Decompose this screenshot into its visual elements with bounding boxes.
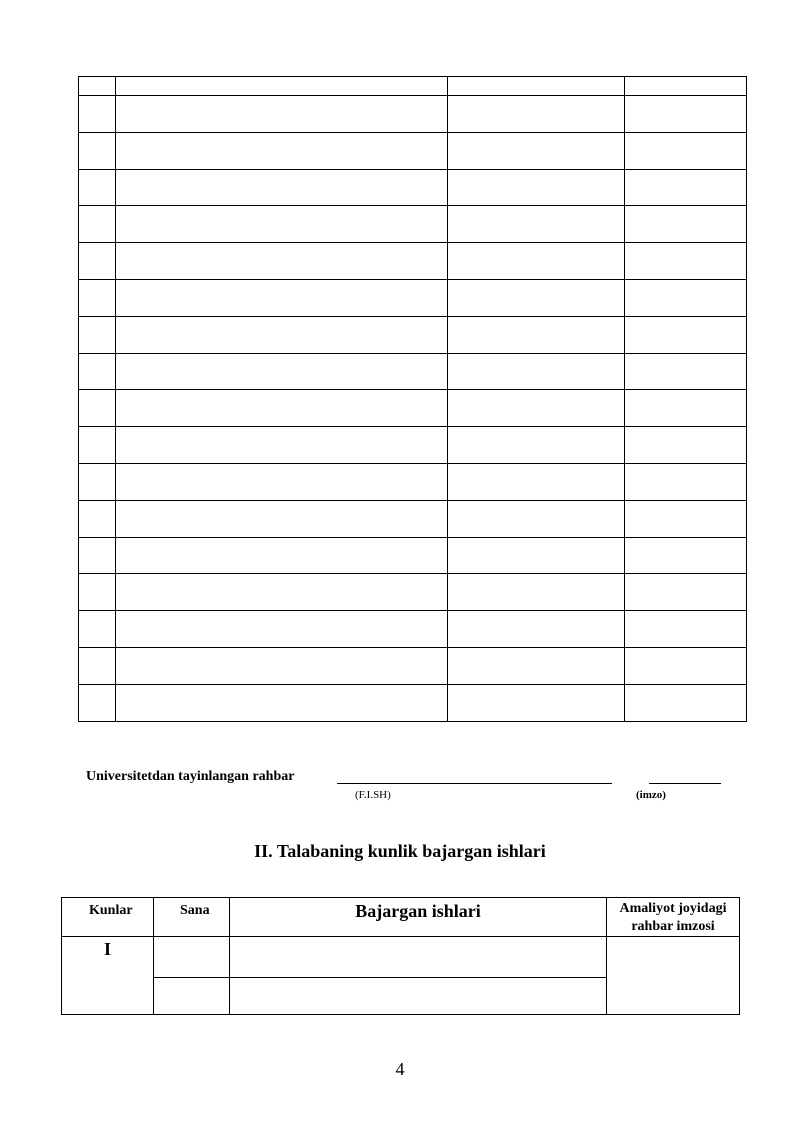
table-cell[interactable] [79,316,116,353]
signature-cell[interactable] [607,937,740,1015]
table-cell[interactable] [625,316,747,353]
table-row [79,537,747,574]
table-cell[interactable] [625,611,747,648]
table-cell[interactable] [116,537,448,574]
table-cell[interactable] [448,647,625,684]
table-cell[interactable] [448,390,625,427]
table-cell[interactable] [116,132,448,169]
table-cell[interactable] [448,537,625,574]
table-row [79,574,747,611]
table-cell[interactable] [448,684,625,721]
table-cell[interactable] [625,390,747,427]
table-cell[interactable] [79,647,116,684]
table-cell[interactable] [625,132,747,169]
table-row [79,353,747,390]
table-cell[interactable] [448,463,625,500]
table-cell[interactable] [116,647,448,684]
table-cell[interactable] [116,427,448,464]
table-cell[interactable] [79,353,116,390]
table-cell[interactable] [625,500,747,537]
table-cell[interactable] [448,169,625,206]
date-cell[interactable] [154,937,230,978]
table-cell[interactable] [116,684,448,721]
table-row [79,279,747,316]
table-row [79,243,747,280]
table-cell[interactable] [116,316,448,353]
table-cell[interactable] [625,684,747,721]
table-row [79,316,747,353]
table-cell[interactable] [79,279,116,316]
table-cell[interactable] [625,574,747,611]
table-cell[interactable] [448,427,625,464]
table-row [79,684,747,721]
daily-work-table [61,897,740,1015]
table-row [79,206,747,243]
table-cell[interactable] [116,574,448,611]
table-header-row [79,77,747,96]
table-cell[interactable] [79,611,116,648]
page-number: 4 [395,1059,405,1079]
signature-caption: (imzo) [636,789,666,801]
table-cell[interactable] [79,574,116,611]
table-row [79,463,747,500]
table-cell[interactable] [79,463,116,500]
blank-record-table-body [79,77,747,722]
header-work-done: Bajargan ishlari [230,898,607,937]
table-cell[interactable] [79,243,116,280]
table-row [79,96,747,133]
table-cell[interactable] [448,574,625,611]
table-cell[interactable] [79,390,116,427]
day-number: I [62,937,154,1015]
table-cell[interactable] [625,463,747,500]
table-row [79,611,747,648]
blank-record-table [78,76,747,722]
table-cell[interactable] [448,316,625,353]
header-days: Kunlar [62,898,154,937]
table-row [79,647,747,684]
table-cell[interactable] [448,96,625,133]
table-cell[interactable] [116,169,448,206]
table-cell[interactable] [448,243,625,280]
table-cell[interactable] [79,132,116,169]
table-row [79,169,747,206]
table-cell[interactable] [625,169,747,206]
table-cell[interactable] [79,427,116,464]
table-cell[interactable] [625,537,747,574]
table-cell[interactable] [448,611,625,648]
table-cell[interactable] [116,353,448,390]
table-cell[interactable] [116,206,448,243]
work-cell[interactable] [230,937,607,978]
table-cell[interactable] [448,279,625,316]
table-cell[interactable] [116,77,448,96]
table-cell[interactable] [625,647,747,684]
table-cell[interactable] [79,77,116,96]
supervisor-name-line[interactable] [337,783,612,784]
table-cell[interactable] [116,611,448,648]
table-cell[interactable] [625,206,747,243]
table-cell[interactable] [79,96,116,133]
table-cell[interactable] [116,279,448,316]
table-cell[interactable] [448,206,625,243]
table-row [79,390,747,427]
table-cell[interactable] [625,353,747,390]
supervisor-signature-line[interactable] [649,783,721,784]
table-cell[interactable] [625,96,747,133]
table-row [79,427,747,464]
table-cell[interactable] [79,684,116,721]
table-cell[interactable] [625,243,747,280]
table-cell[interactable] [625,427,747,464]
header-signature: Amaliyot joyidagi rahbar imzosi [607,898,740,937]
table-cell[interactable] [79,500,116,537]
table-cell[interactable] [116,96,448,133]
table-cell[interactable] [116,390,448,427]
header-date: Sana [154,898,230,937]
table-cell[interactable] [625,279,747,316]
section-title: II. Talabaning kunlik bajargan ishlari [254,841,546,861]
table-row [62,937,740,978]
table-cell[interactable] [448,132,625,169]
table-cell[interactable] [448,500,625,537]
name-caption: (F.I.SH) [355,789,391,801]
table-cell[interactable] [625,77,747,96]
table-cell[interactable] [448,353,625,390]
table-cell[interactable] [79,206,116,243]
table-header-row [62,898,740,937]
table-row [79,500,747,537]
date-cell[interactable] [154,978,230,1015]
table-cell[interactable] [79,537,116,574]
table-cell[interactable] [116,243,448,280]
table-cell[interactable] [79,169,116,206]
table-cell[interactable] [448,77,625,96]
table-cell[interactable] [116,500,448,537]
table-row [79,132,747,169]
work-cell[interactable] [230,978,607,1015]
supervisor-label: Universitetdan tayinlangan rahbar [86,769,295,784]
table-cell[interactable] [116,463,448,500]
